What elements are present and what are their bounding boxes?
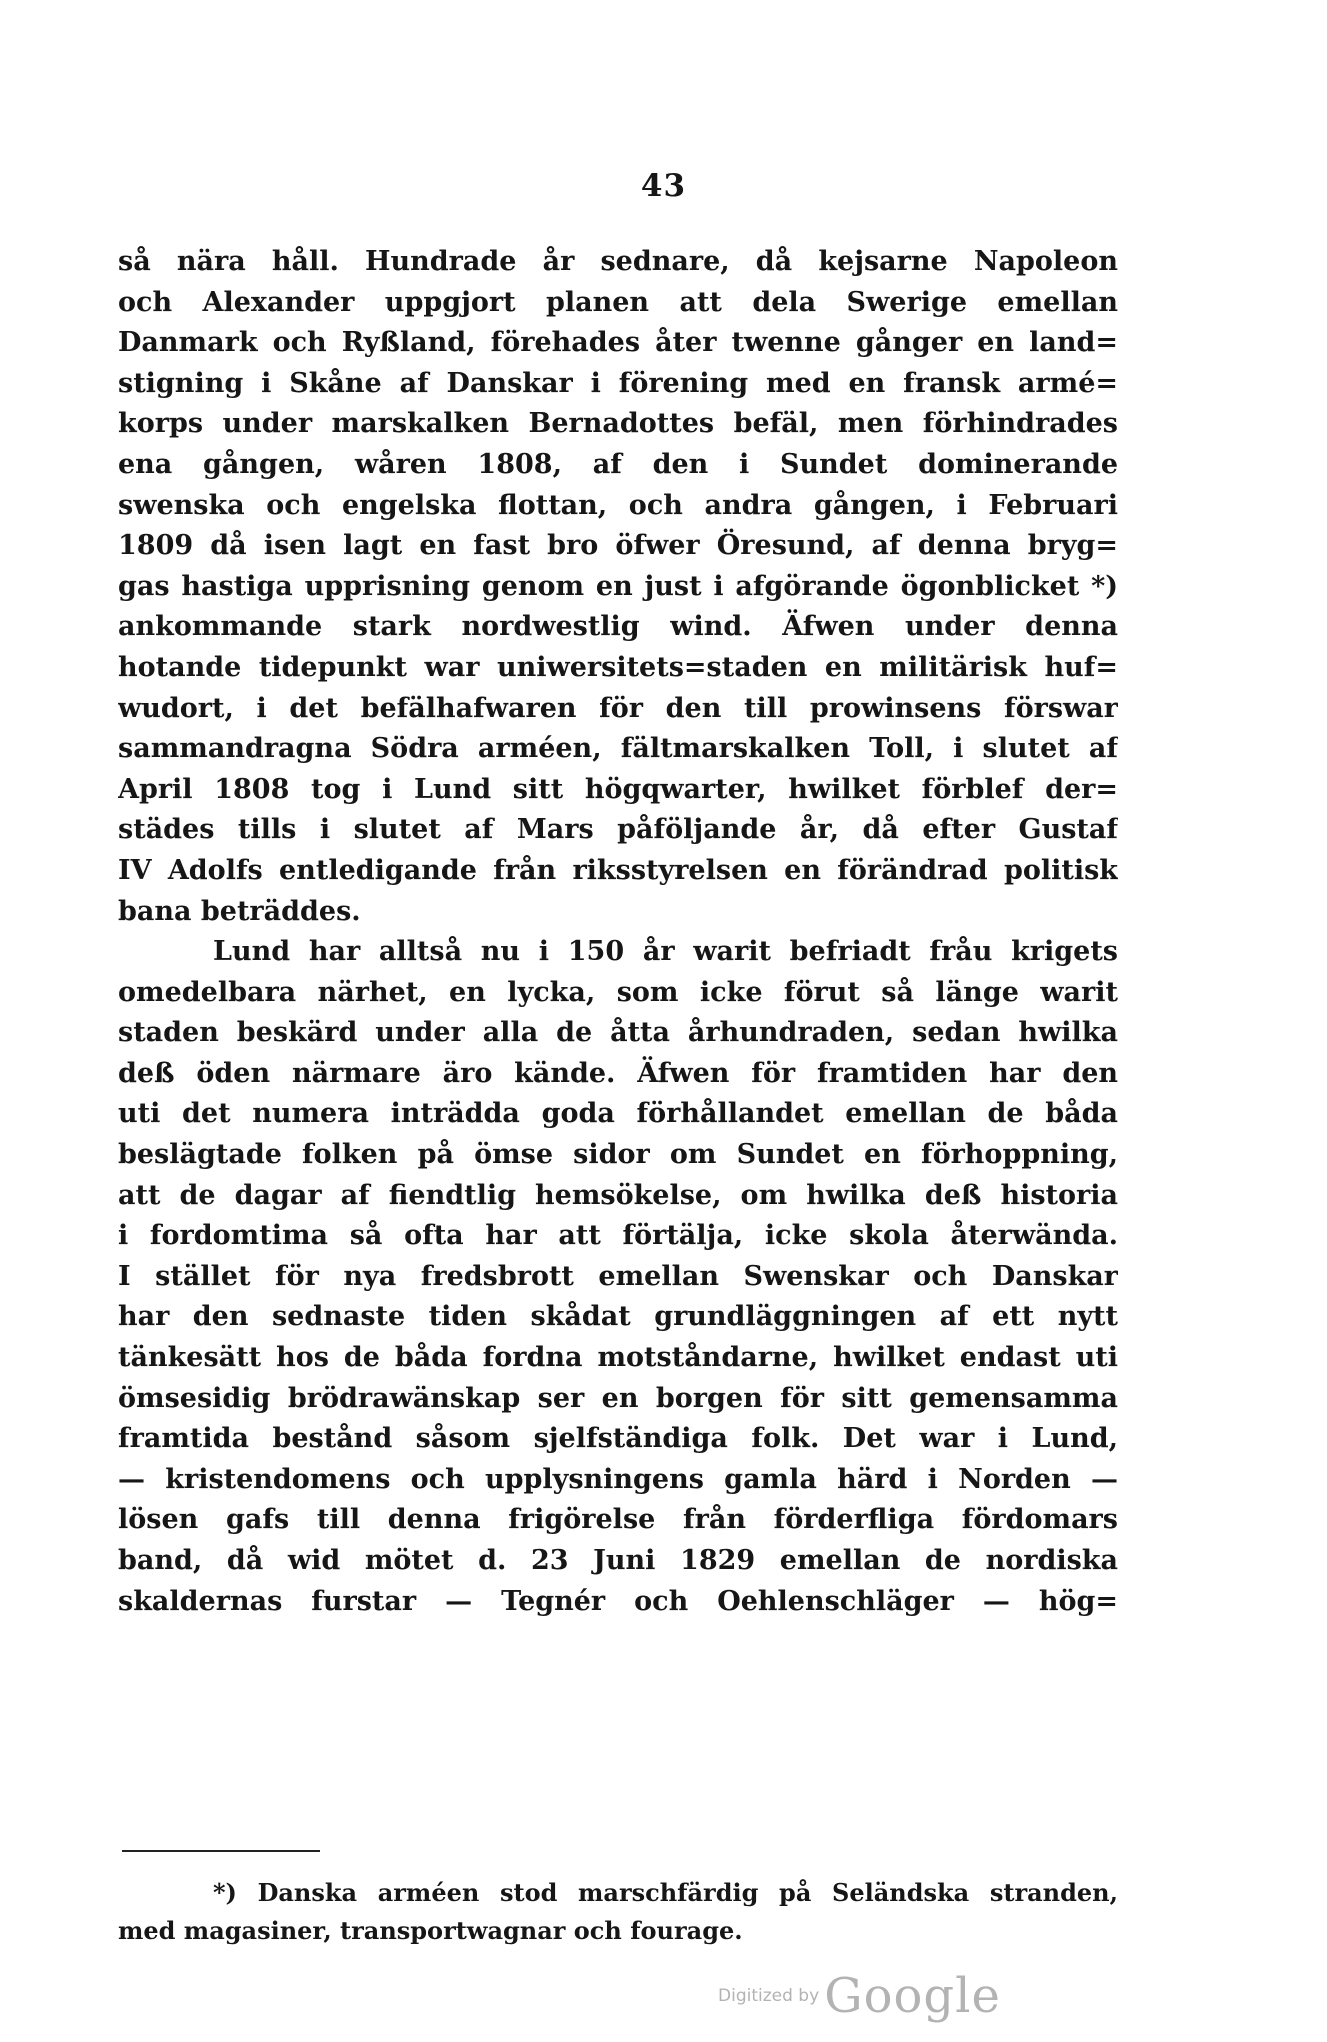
text-line: städes tills i slutet af Mars påföljande år, då efter Gustaf — [118, 814, 1118, 846]
text-line: wudort, i det befälhafwaren för den till prowinsens förswar — [118, 692, 1118, 724]
text-line: omedelbara närhet, en lycka, som icke förut så länge warit — [118, 976, 1118, 1008]
text-line: 1809 då isen lagt en fast bro öfwer Öresund, af denna bryg= — [118, 530, 1118, 562]
paragraph-start-line: Lund har alltså nu i 150 år warit befriadt fråu krigets — [213, 936, 1118, 968]
text-line: staden beskärd under alla de åtta århundraden, sedan hwilka — [118, 1017, 1118, 1049]
footnote-line: *) Danska arméen stod marschfärdig på Seländska stranden, — [213, 1878, 1118, 1907]
text-line: I stället för nya fredsbrott emellan Swenskar och Danskar — [118, 1260, 1118, 1292]
footnote-separator — [122, 1850, 320, 1852]
text-line: lösen gafs till denna frigörelse från förderfliga fördomars — [118, 1504, 1118, 1536]
text-line: bana beträddes. — [118, 895, 361, 927]
text-line: deß öden närmare äro kände. Äfwen för framtiden har den — [118, 1057, 1118, 1089]
text-line: uti det numera inträdda goda förhållandet emellan de båda — [118, 1098, 1118, 1130]
digitized-watermark — [718, 1968, 1001, 2024]
text-line: så nära håll. Hundrade år sednare, då kejsarne Napoleon — [118, 246, 1118, 277]
text-line: April 1808 tog i Lund sitt högqwarter, hwilket förblef der= — [118, 773, 1118, 805]
text-line: i fordomtima så ofta har att förtälja, icke skola återwända. — [118, 1220, 1118, 1252]
text-line: att de dagar af fiendtlig hemsökelse, om hwilka deß historia — [118, 1179, 1118, 1211]
footnote — [118, 1874, 1118, 1950]
text-line: IV Adolfs entledigande från riksstyrelsen en förändrad politisk — [118, 854, 1118, 886]
text-line: beslägtade folken på ömse sidor om Sundet en förhoppning, — [118, 1139, 1118, 1171]
footnote-line: med magasiner, transportwagnar och fourage. — [118, 1916, 743, 1945]
text-line: ömsesidig brödrawänskap ser en borgen för sitt gemensamma — [118, 1382, 1118, 1414]
text-line: Danmark och Ryßland, förehades åter twenne gånger en land= — [118, 327, 1118, 359]
text-line: har den sednaste tiden skådat grundläggningen af ett nytt — [118, 1301, 1118, 1333]
body-text — [118, 242, 1118, 1622]
text-line: band, då wid mötet d. 23 Juni 1829 emellan de nordiska — [118, 1545, 1118, 1576]
text-line: och Alexander uppgjort planen att dela Swerige emellan — [118, 286, 1118, 318]
text-line: hotande tidepunkt war uniwersitets=staden en militärisk huf= — [118, 651, 1118, 683]
text-line: gas hastiga upprisning genom en just i afgörande ögonblicket *) — [118, 570, 1118, 602]
text-line: korps under marskalken Bernadottes befäl, men förhindrades — [118, 408, 1118, 440]
text-line: ena gången, wåren 1808, af den i Sundet dominerande — [118, 448, 1118, 480]
text-line: sammandragna Södra arméen, fältmarskalken Toll, i slutet af — [118, 733, 1118, 765]
text-line: skaldernas furstar — Tegnér och Oehlenschläger — hög= — [118, 1585, 1118, 1617]
google-logo: Google — [824, 1968, 1001, 2024]
watermark-prefix: Digitized by — [718, 1986, 820, 2006]
text-line: framtida bestånd såsom sjelfständiga folk. Det war i Lund, — [118, 1423, 1118, 1455]
text-line: ankommande stark nordwestlig wind. Äfwen under denna — [118, 611, 1118, 643]
text-line: stigning i Skåne af Danskar i förening med en fransk armé= — [118, 367, 1118, 399]
text-line: tänkesätt hos de båda fordna motståndarne, hwilket endast uti — [118, 1342, 1118, 1374]
text-line: — kristendomens och upplysningens gamla härd i Norden — — [118, 1463, 1118, 1495]
page-number: 43 — [640, 168, 687, 204]
text-line: swenska och engelska flottan, och andra gången, i Februari — [118, 489, 1118, 521]
